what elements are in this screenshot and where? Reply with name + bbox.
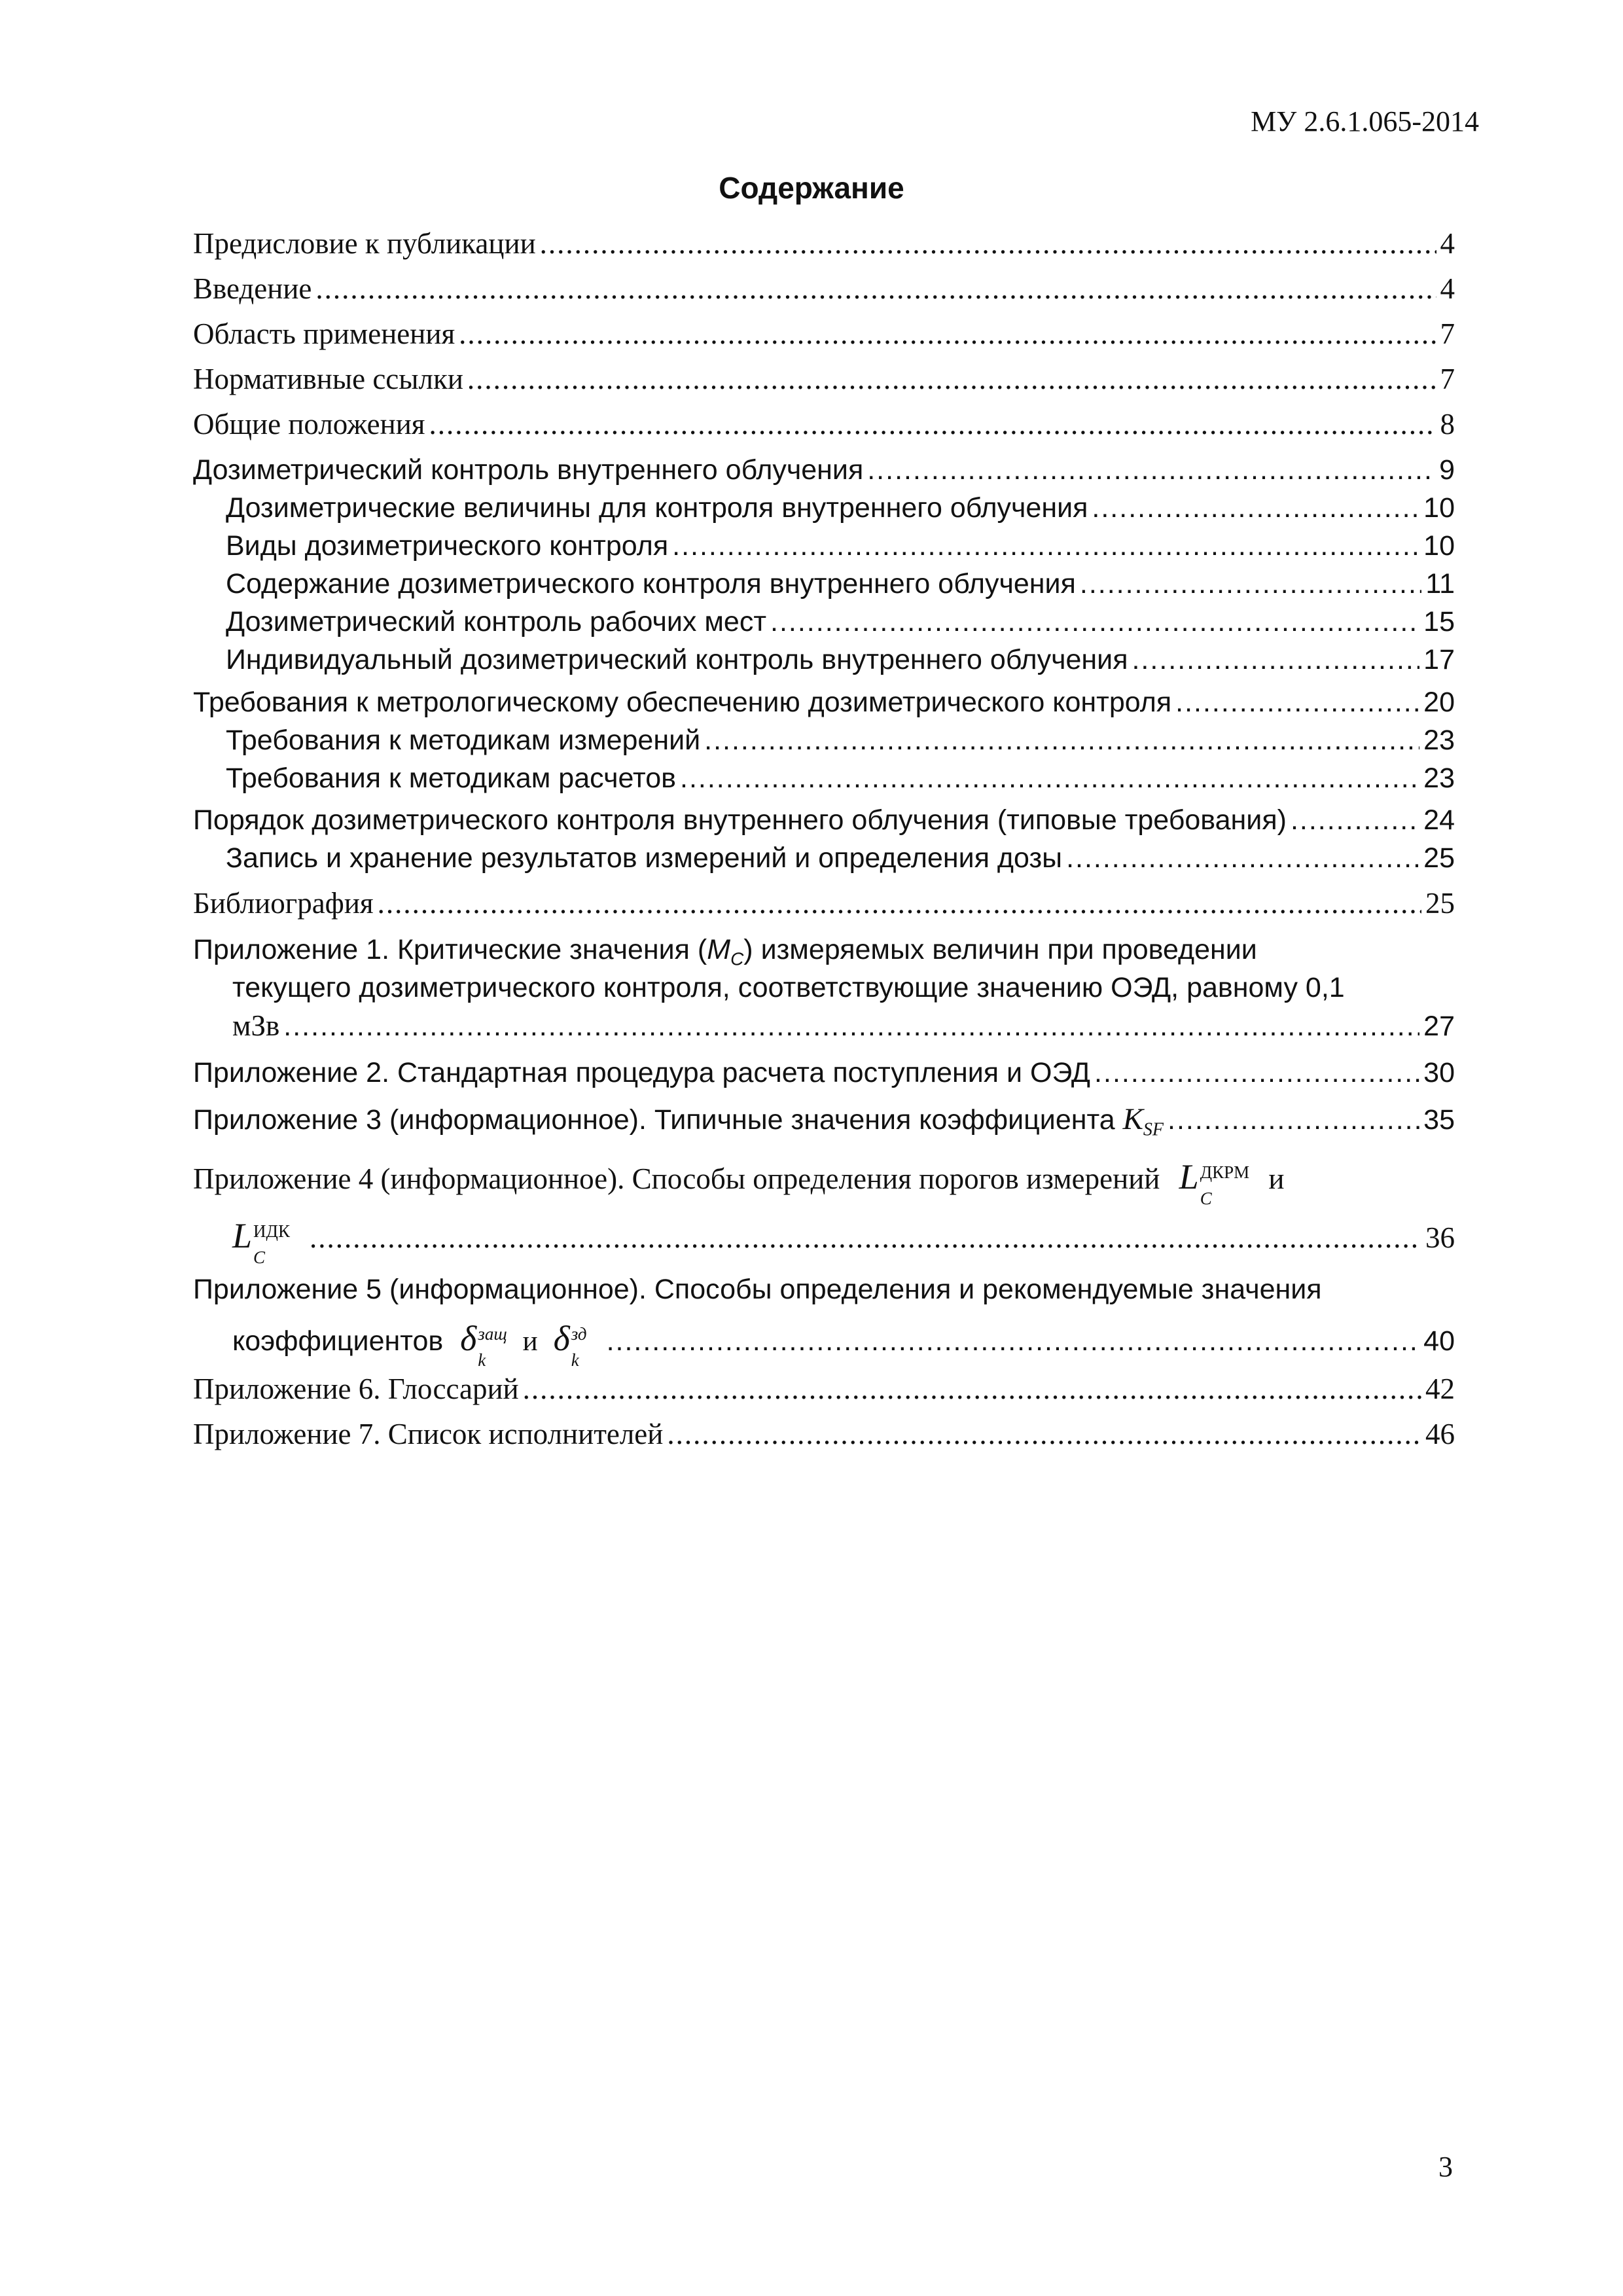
dot-leader <box>680 760 1419 797</box>
toc-entry-page: 8 <box>1440 408 1455 440</box>
toc-subentry[interactable] <box>226 565 1455 602</box>
toc-entry-page: 7 <box>1440 317 1455 350</box>
toc-entry-last-line[interactable] <box>232 1320 1455 1370</box>
toc-entry-page: 40 <box>1423 1325 1455 1357</box>
dot-leader <box>283 1008 1419 1045</box>
toc-entry[interactable] <box>193 1101 1455 1149</box>
toc-subentry[interactable] <box>226 528 1455 564</box>
dot-leader <box>867 452 1435 488</box>
toc-entry-label: Запись и хранение результатов измерений и определения дозы <box>226 842 1063 874</box>
symbol-l-idk <box>232 1217 290 1267</box>
toc-entry-appendix-5[interactable] <box>193 1271 1322 1308</box>
symbol-superscript: зд <box>571 1324 587 1344</box>
dot-leader <box>1168 1102 1419 1138</box>
toc-entry[interactable] <box>193 1416 1455 1452</box>
dot-leader <box>770 603 1419 640</box>
symbol-subscript: C <box>1200 1189 1212 1208</box>
toc-subentry[interactable] <box>226 840 1455 876</box>
toc-entry-page: 36 <box>1425 1221 1455 1254</box>
toc-entry-label: Порядок дозиметрического контроля внутреннего облучения (типовые требования) <box>193 804 1287 836</box>
toc-entry-label-text: Приложение 3 (информационное). Типичные значения коэффициента <box>193 1104 1123 1136</box>
toc-subentry[interactable] <box>226 760 1455 797</box>
toc-entry-label: Нормативные ссылки <box>193 363 463 395</box>
toc-entry-page: 4 <box>1440 272 1455 305</box>
symbol-superscript: ИДК <box>253 1221 290 1241</box>
toc-entry-label: Требования к методикам измерений <box>226 725 701 756</box>
toc-entry[interactable] <box>193 1371 1455 1407</box>
toc-entry-label: Введение <box>193 272 312 305</box>
toc-entry-label: Индивидуальный дозиметрический контроль внутреннего облучения <box>226 644 1128 675</box>
toc-entry-page: 27 <box>1423 1011 1455 1042</box>
symbol-superscript: ДКРМ <box>1200 1162 1250 1182</box>
dot-leader <box>1132 641 1419 678</box>
toc-entry-page: 20 <box>1423 687 1455 718</box>
symbol-k: K <box>1122 1102 1143 1136</box>
symbol-subscript: k <box>478 1350 486 1370</box>
dot-leader <box>704 722 1419 759</box>
dot-leader <box>467 361 1436 397</box>
dot-leader <box>429 406 1436 442</box>
toc-entry-label: Предисловие к публикации <box>193 227 536 260</box>
page-number: 3 <box>1438 2151 1453 2183</box>
toc-entry-label <box>232 1217 290 1267</box>
toc-entry-page: 24 <box>1423 804 1455 836</box>
toc-entry-label: Область применения <box>193 317 455 350</box>
toc-subentry[interactable] <box>226 722 1455 759</box>
toc-subentry[interactable] <box>226 641 1455 678</box>
toc-entry[interactable] <box>193 684 1455 721</box>
toc-entry-label: Библиография <box>193 887 374 920</box>
toc-entry-last-line[interactable] <box>232 1217 1455 1267</box>
toc-entry[interactable] <box>193 361 1455 397</box>
toc-entry-label: Дозиметрические величины для контроля внутреннего облучения <box>226 492 1088 524</box>
toc-entry[interactable] <box>193 270 1455 307</box>
toc-entry-page: 4 <box>1440 227 1455 260</box>
symbol-k-subscript: SF <box>1143 1119 1164 1140</box>
toc-entry-label <box>193 1101 1164 1149</box>
dot-leader <box>315 270 1436 307</box>
toc-entry-label: Виды дозиметрического контроля <box>226 530 669 562</box>
toc-entry-page: 23 <box>1423 762 1455 794</box>
toc-entry-page: 15 <box>1423 606 1455 637</box>
toc-entry[interactable] <box>193 802 1455 838</box>
toc-entry-page: 46 <box>1425 1418 1455 1450</box>
toc-entry-page: 25 <box>1425 887 1455 920</box>
toc-entry[interactable] <box>193 1054 1455 1091</box>
dot-leader <box>1175 684 1419 721</box>
toc-entry-appendix-4[interactable] <box>193 1158 1284 1208</box>
toc-entry-label: Общие положения <box>193 408 425 440</box>
toc-entry-page: 17 <box>1423 644 1455 675</box>
toc-entry-page: 10 <box>1423 492 1455 524</box>
toc-entry-page: 10 <box>1423 530 1455 562</box>
toc-entry-last-line[interactable] <box>232 1007 1455 1045</box>
toc-entry-label: Приложение 4 (информационное). Способы определения порогов измерений <box>193 1162 1160 1195</box>
toc-entry[interactable] <box>193 315 1455 352</box>
dot-leader <box>1092 490 1419 526</box>
toc-subentry[interactable] <box>226 603 1455 640</box>
dot-leader <box>310 1219 1421 1256</box>
dot-leader <box>607 1323 1420 1359</box>
toc-entry-page: 9 <box>1439 454 1455 486</box>
toc-entry-label: Требования к методикам расчетов <box>226 762 676 794</box>
symbol-base: L <box>1179 1157 1199 1196</box>
conjunction: и <box>522 1326 538 1357</box>
toc-entry-label: Содержание дозиметрического контроля внутреннего облучения <box>226 568 1076 600</box>
toc-entry-label: Приложение 6. Глоссарий <box>193 1372 519 1405</box>
toc-entry-label: Дозиметрический контроль внутреннего облучения <box>193 454 864 486</box>
symbol-m-subscript: C <box>730 948 744 969</box>
document-code: МУ 2.6.1.065-2014 <box>1251 105 1479 137</box>
symbol-superscript: защ <box>478 1324 507 1344</box>
dot-leader <box>523 1371 1421 1407</box>
toc-entry-page: 42 <box>1425 1372 1455 1405</box>
dot-leader <box>459 315 1436 352</box>
symbol-subscript: C <box>253 1247 266 1267</box>
toc-subentry[interactable] <box>226 490 1455 526</box>
conjunction: и <box>1268 1162 1285 1195</box>
toc-entry-label: мЗв <box>232 1009 280 1042</box>
dot-leader <box>672 528 1419 564</box>
dot-leader <box>540 225 1436 262</box>
toc-entry-label-suffix: ) измеряемых величин при проведении <box>743 934 1257 965</box>
dot-leader <box>1094 1054 1419 1091</box>
toc-entry-label: Приложение 2. Стандартная процедура расчета поступления и ОЭД <box>193 1057 1091 1088</box>
toc-entry[interactable] <box>193 406 1455 442</box>
toc-entry-continuation-text: текущего дозиметрического контроля, соответствующие значению ОЭД, равному 0,1 <box>232 972 1345 1003</box>
symbol-delta-zd <box>554 1320 587 1370</box>
toc-title: Содержание <box>719 171 904 205</box>
toc-entry-continuation <box>232 969 1345 1006</box>
toc-entry-page: 35 <box>1423 1104 1455 1136</box>
symbol-subscript: k <box>571 1350 579 1370</box>
toc-entry-page: 11 <box>1425 568 1455 600</box>
toc-entry-page: 30 <box>1423 1057 1455 1088</box>
dot-leader <box>1066 840 1419 876</box>
toc-entry-page: 23 <box>1423 725 1455 756</box>
toc-entry[interactable] <box>193 885 1455 922</box>
toc-entry-label: Приложение 7. Список исполнителей <box>193 1418 664 1450</box>
toc-entry-page: 7 <box>1440 363 1455 395</box>
symbol-base: δ <box>553 1319 570 1358</box>
toc-entry-label <box>232 1320 587 1370</box>
dot-leader <box>1291 802 1419 838</box>
toc-entry[interactable] <box>193 452 1455 488</box>
symbol-base: δ <box>460 1319 477 1358</box>
dot-leader <box>667 1416 1421 1452</box>
toc-entry[interactable] <box>193 225 1455 262</box>
toc-entry-label-prefix: Приложение 1. Критические значения ( <box>193 934 707 965</box>
toc-entry-page: 25 <box>1423 842 1455 874</box>
toc-entry-label: Требования к метрологическому обеспечению дозиметрического контроля <box>193 687 1172 718</box>
dot-leader <box>378 885 1421 922</box>
toc-entry-label: Дозиметрический контроль рабочих мест <box>226 606 767 637</box>
symbol-l-dkrm <box>1179 1158 1250 1208</box>
symbol-m: M <box>707 934 731 965</box>
symbol-delta-zash <box>460 1320 507 1370</box>
dot-leader <box>1080 565 1421 602</box>
symbol-base: L <box>232 1216 253 1255</box>
toc-entry-label-text: коэффициентов <box>232 1325 444 1357</box>
toc-entry-label: Приложение 5 (информационное). Способы определения и рекомендуемые значения <box>193 1274 1322 1305</box>
